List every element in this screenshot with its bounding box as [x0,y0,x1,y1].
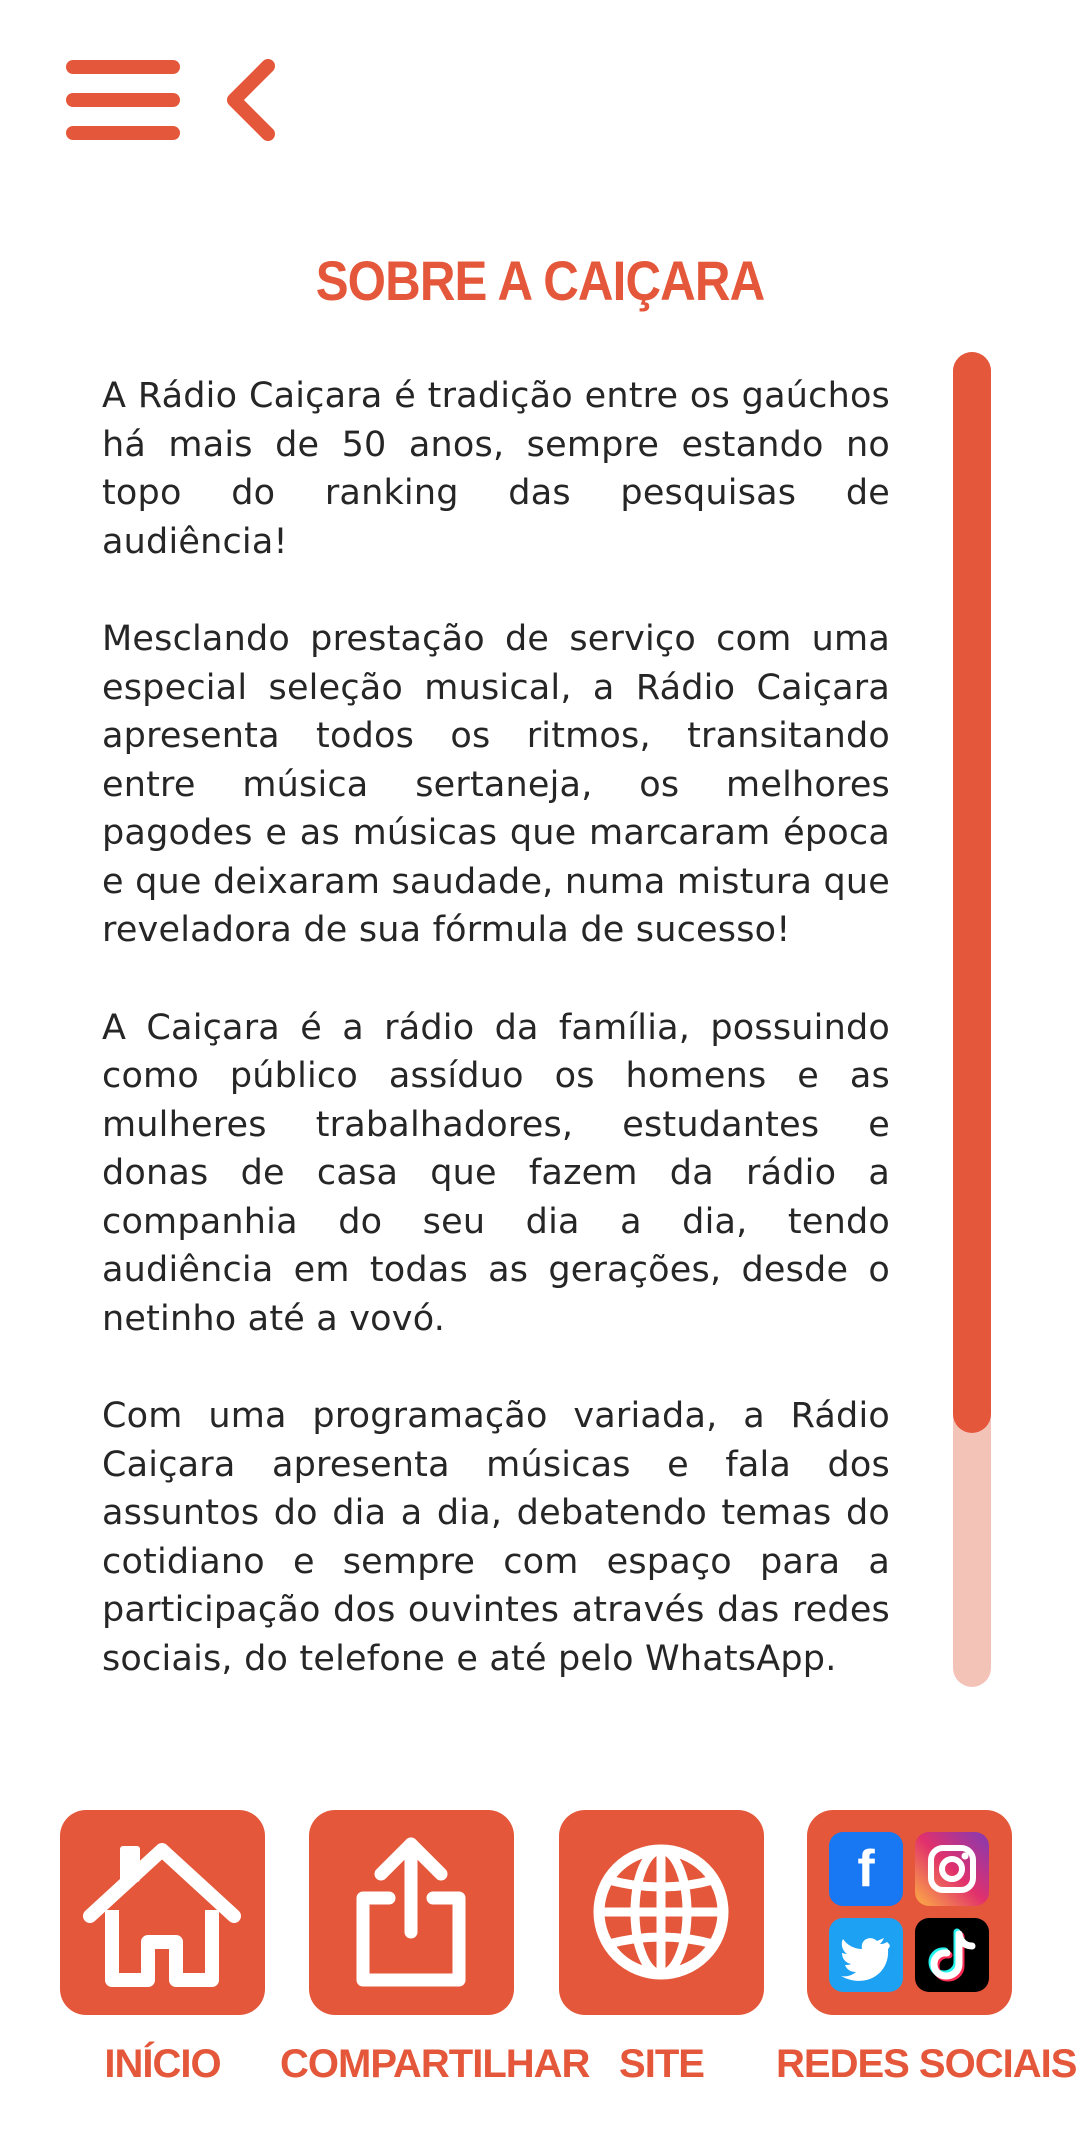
social-networks-label: REDES SOCIAIS [776,2042,1077,2086]
chevron-left-icon [222,58,282,142]
about-paragraph: Com uma programação variada, a Rádio Caiçara apresenta músicas e fala dos assuntos do dia a dia, debatendo temas do cotidiano e sempre com espaço para a participação dos ouvintes através das redes sociais, do telefone e até pelo WhatsApp. [102,1396,890,1679]
back-button[interactable] [222,58,282,142]
page-title: SOBRE A CAIÇARA [315,249,765,312]
social-networks-button[interactable] [807,1810,1012,2015]
globe-icon [559,1810,764,2015]
share-label: COMPARTILHAR [280,2042,590,2086]
scrollbar-track[interactable] [953,352,991,1687]
menu-line [66,60,180,74]
home-button[interactable] [60,1810,265,2015]
about-text-scroll-area[interactable] [102,372,890,1692]
tiktok-glyph [915,1918,989,1992]
about-paragraph: A Caiçara é a rádio da família, possuindo como público assíduo os homens e as mulheres trabalhadores, estudantes e donas de casa que fazem da rádio a companhia do seu dia a dia, tendo audiência em todas as gerações, desde o netinho até a vovó. [102,1007,890,1339]
share-button[interactable] [309,1810,514,2015]
home-icon [60,1810,265,2015]
scrollbar-thumb[interactable] [953,352,991,1433]
site-label: SITE [619,2042,704,2086]
home-label: INÍCIO [104,2042,221,2086]
site-button[interactable] [559,1810,764,2015]
hamburger-menu-icon[interactable] [66,56,184,144]
tiktok-icon[interactable] [915,1918,989,1992]
twitter-icon[interactable] [829,1918,903,1992]
twitter-bird-glyph [829,1918,903,1992]
menu-line [66,126,180,140]
top-bar [0,0,1080,200]
about-paragraph: Mesclando prestação de serviço com uma especial seleção musical, a Rádio Caiçara apresenta todos os ritmos, transitando entre música sertaneja, os melhores pagodes e as músicas que marcaram época e que deixaram saudade, numa mistura que reveladora de sua fórmula de sucesso! [102,619,890,950]
instagram-icon[interactable] [915,1832,989,1906]
instagram-glyph [915,1832,989,1906]
menu-line [66,93,180,107]
share-upload-icon [309,1810,514,2015]
facebook-icon[interactable] [829,1832,903,1906]
bottom-navigation [0,1810,1080,2145]
about-paragraph: A Rádio Caiçara é tradição entre os gaúchos há mais de 50 anos, sempre estando no topo do ranking das pesquisas de audiência! [102,376,890,562]
facebook-glyph: f [857,1840,875,1898]
